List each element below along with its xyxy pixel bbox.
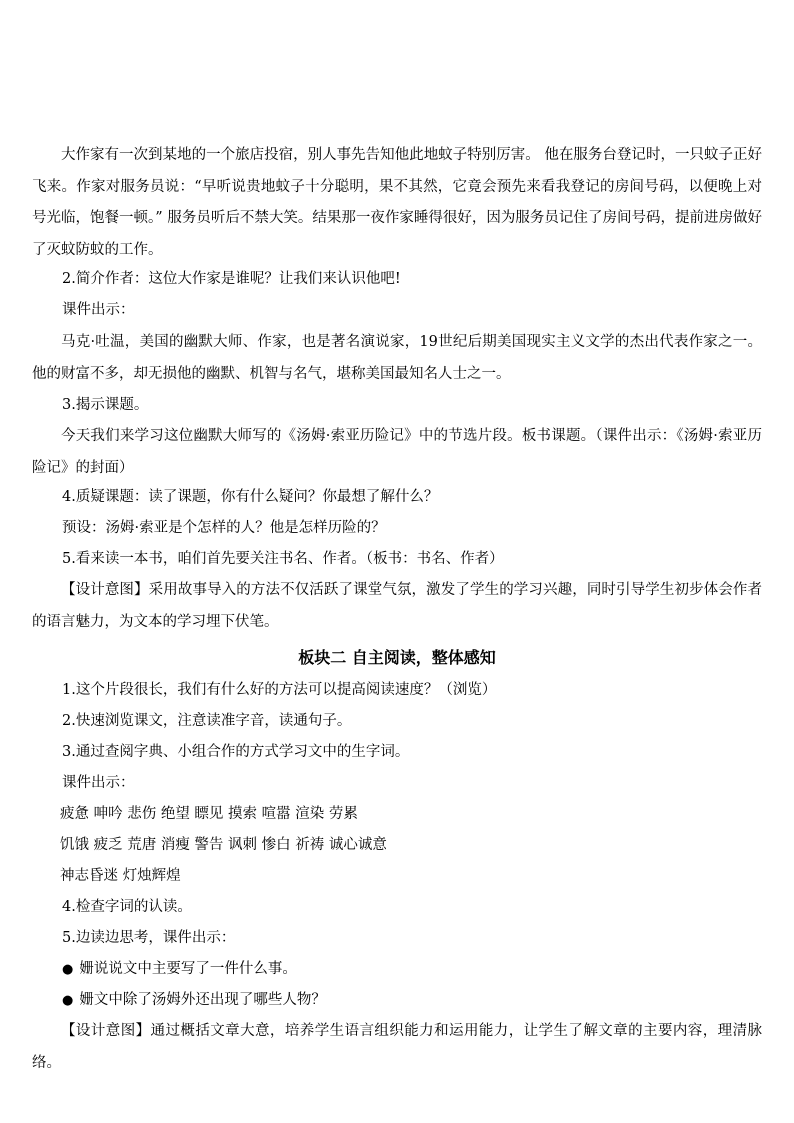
item-2: 2.简介作者：这位大作家是谁呢？让我们来认识他吧! (62, 271, 401, 287)
vocabulary-line-1: 疲惫 呻吟 悲伤 绝望 瞟见 摸索 喧嚣 渲染 劳累 (60, 806, 358, 822)
section2-item-1: 1.这个片段很长，我们有什么好的方法可以提高阅读速度？（浏览） (62, 682, 497, 698)
design-intent-1: 【设计意图】采用故事导入的方法不仅活跃了课堂气氛，激发了学生的学习兴趣，同时引导学生初步体会作者的语言魅力，为文本的学习埋下伏笔。 (32, 582, 762, 630)
preset-answer: 预设：汤姆·索亚是个怎样的人？他是怎样历险的？ (62, 520, 386, 536)
courseware-label-1: 课件出示： (62, 302, 135, 318)
courseware-label-2: 课件出示： (62, 775, 135, 791)
vocabulary-line-2: 饥饿 疲乏 荒唐 消瘦 警告 讽刺 惨白 祈祷 诚心诚意 (60, 837, 387, 853)
item-4: 4.质疑课题：读了课题，你有什么疑问？你最想了解什么？ (62, 489, 439, 505)
bullet-question-1: ● 姗说说文中主要写了一件什么事。 (62, 954, 762, 985)
vocabulary-line-3: 神志昏迷 灯烛辉煌 (60, 868, 181, 884)
section-heading: 板块二 自主阅读，整体感知 (298, 648, 496, 667)
design-intent-2: 【设计意图】通过概括文章大意，培养学生语言组织能力和运用能力，让学生了解文章的主要内容，理清脉络。 (32, 1023, 762, 1071)
section2-item-2: 2.快速浏览课文，注意读准字音，读通句子。 (62, 713, 352, 729)
section2-item-3: 3.通过查阅字典、小组合作的方式学习文中的生字词。 (62, 744, 410, 760)
story-paragraph: 大作家有一次到某地的一个旅店投宿，别人事先告知他此地蚊子特别厉害。 他在服务台登记时，一只蚊子正好飞来。作家对服务员说：“早听说贵地蚊子十分聪明，果不其然，它竟会预先来看我登记的房间号码，以便晚上对号光临，饱餐一顿。” 服务员听后不禁大笑。结果那一夜作家睡得很好，因为服务员记住了房间号码，提前进房做好了灭蚊防蚊的工作。 (32, 147, 762, 258)
item-3: 3.揭示课题。 (62, 397, 149, 413)
bullet-question-2: ● 姗文中除了汤姆外还出现了哪些人物？ (62, 985, 762, 1016)
item-5: 5.看来读一本书，咱们首先要关注书名、作者。（板书：书名、作者） (62, 551, 504, 567)
author-intro-paragraph: 马克·吐温，美国的幽默大师、作家，也是著名演说家，19世纪后期美国现实主义文学的杰出代表作家之一。他的财富不多，却无损他的幽默、机智与名气，堪称美国最知名人士之一。 (32, 334, 762, 382)
section2-item-4: 4.检查字词的认读。 (62, 899, 192, 915)
topic-paragraph: 今天我们来学习这位幽默大师写的《汤姆·索亚历险记》中的节选片段。板书课题。（课件出示：《汤姆·索亚历险记》的封面） (32, 428, 762, 476)
section2-item-5: 5.边读边思考，课件出示： (62, 930, 236, 946)
